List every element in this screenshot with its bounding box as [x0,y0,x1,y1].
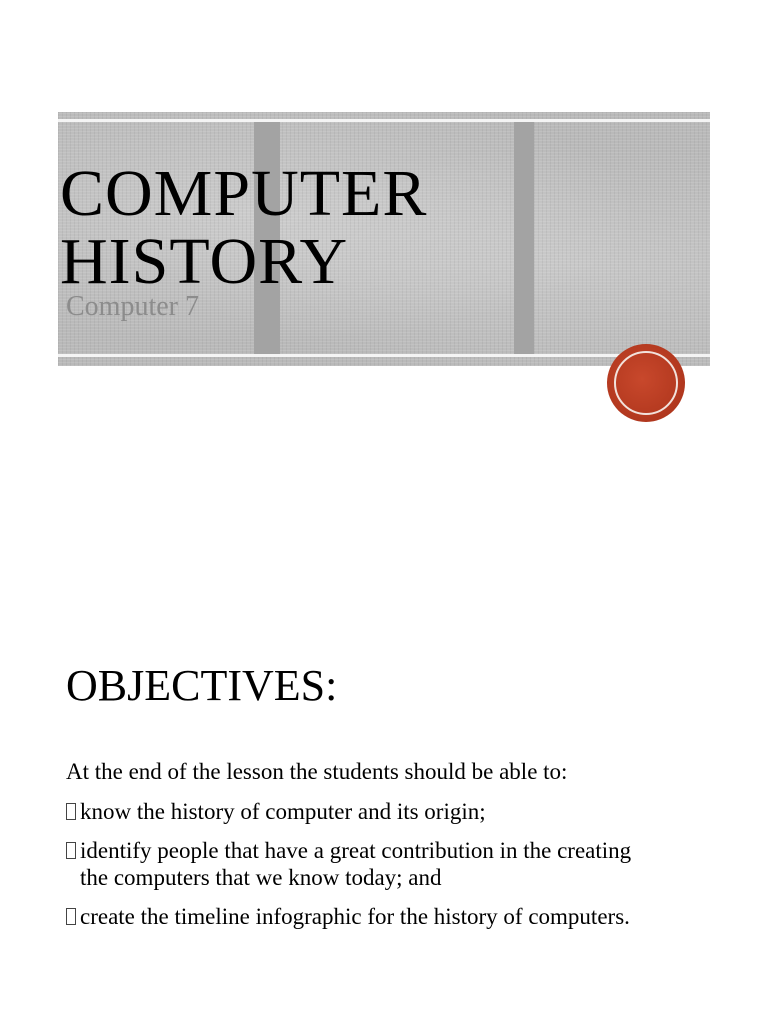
objective-text: identify people that have a great contribution in the creating the computers that we know today; and [80,838,632,890]
red-circle-badge-icon [607,344,685,422]
objective-text: know the history of computer and its origin; [80,799,486,824]
missing-glyph-box-icon [66,842,76,859]
objective-text: create the timeline infographic for the history of computers. [80,904,630,929]
objectives-list [66,798,726,942]
banner-top-rule [58,119,710,122]
banner-dark-strip [514,122,534,354]
objectives-intro: At the end of the lesson the students should be able to: [66,759,568,784]
slide-subtitle: Computer 7 [66,291,199,322]
objectives-slide [0,620,768,1024]
objective-item [66,903,726,930]
objective-item [66,837,726,891]
missing-glyph-box-icon [66,803,76,820]
objective-item [66,798,726,825]
missing-glyph-box-icon [66,908,76,925]
objectives-heading: OBJECTIVES: [66,661,338,710]
title-slide [0,0,768,500]
badge-inner-ring [614,351,678,415]
slide-title: COMPUTER HISTORY [60,157,428,298]
banner-bottom-rule [58,354,710,357]
